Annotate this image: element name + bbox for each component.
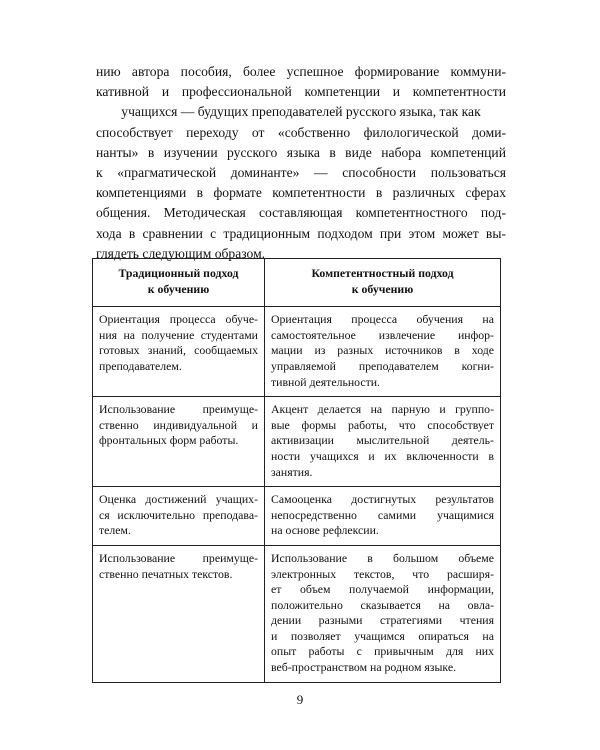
page-number: 9 bbox=[296, 692, 304, 707]
cell-line: Оценка достижений учащих- bbox=[99, 492, 258, 507]
cell-traditional bbox=[93, 545, 265, 682]
cell-line: на основе рефлексии. bbox=[271, 523, 379, 538]
intro-line: компетенциями в формате компетентности в различных сферах bbox=[96, 185, 506, 201]
cell-line: ния на получение студентами bbox=[99, 327, 258, 342]
cell-line: Ориентация процесса обуче- bbox=[99, 312, 258, 327]
cell-line: непосредственно самими учащимися bbox=[271, 507, 494, 522]
cell-line: готовых знаний, сообщаемых bbox=[99, 343, 258, 358]
cell-competence bbox=[265, 487, 501, 546]
intro-line: глядеть следующим образом. bbox=[96, 245, 266, 261]
cell-line: Акцент делается на парную и группо- bbox=[271, 402, 494, 417]
cell-line: дении разными стратегиями чтения bbox=[271, 613, 494, 628]
table-row bbox=[93, 397, 501, 487]
cell-line: ственно печатных текстов. bbox=[99, 566, 233, 581]
cell-competence bbox=[265, 397, 501, 487]
cell-line: Использование в большом объеме bbox=[271, 550, 494, 565]
intro-paragraph bbox=[96, 62, 506, 264]
cell-line: электронных текстов, что расширя- bbox=[271, 566, 494, 581]
cell-traditional bbox=[93, 307, 265, 397]
intro-line: к «прагматической доминанте» — способности пользоваться bbox=[96, 164, 506, 180]
cell-line: ся исключительно преподава- bbox=[99, 507, 258, 522]
table-row bbox=[93, 545, 501, 682]
cell-line: мации из разных источников в ходе bbox=[271, 343, 494, 358]
cell-line: фронтальных форм работы. bbox=[99, 433, 239, 448]
table-row bbox=[93, 307, 501, 397]
cell-line: тивной деятельности. bbox=[271, 374, 380, 389]
header-line: Компетентностный подход bbox=[311, 266, 454, 280]
table-header-row bbox=[93, 259, 501, 307]
cell-line: веб-пространством на родном языке. bbox=[271, 660, 457, 675]
cell-line: ственно индивидуальной и bbox=[99, 417, 258, 432]
cell-line: и позволяет учащимся опираться на bbox=[271, 628, 494, 643]
header-competence bbox=[265, 259, 501, 307]
cell-line: положительно сказывается на овла- bbox=[271, 597, 494, 612]
cell-line: вые формы работы, что способствует bbox=[271, 417, 494, 432]
cell-line: преподавателем. bbox=[99, 358, 182, 373]
header-line: Традиционный подход bbox=[118, 266, 239, 280]
cell-line: ности учащихся и их включенности в bbox=[271, 448, 494, 463]
cell-line: ет объем получаемой информации, bbox=[271, 582, 494, 597]
header-traditional bbox=[93, 259, 265, 307]
cell-line: телем. bbox=[99, 523, 131, 538]
comparison-table bbox=[92, 258, 501, 683]
header-line: к обучению bbox=[147, 281, 210, 296]
intro-line: нанты» в изучении русского языка в виде набора компетенций bbox=[96, 144, 506, 160]
intro-line: хода в сравнении с традиционным подходом при этом может вы- bbox=[96, 225, 506, 241]
cell-line: активизации мыслительной деятель- bbox=[271, 433, 494, 448]
cell-traditional bbox=[93, 397, 265, 487]
cell-line: управляемой преподавателем когни- bbox=[271, 358, 494, 373]
cell-line: опыт работы с привычным для них bbox=[271, 644, 494, 659]
cell-line: самостоятельное извлечение инфор- bbox=[271, 327, 494, 342]
cell-competence bbox=[265, 545, 501, 682]
intro-line: учащихся — будущих преподавателей русского языка, так как bbox=[121, 104, 481, 120]
cell-traditional bbox=[93, 487, 265, 546]
intro-line: кативной и профессиональной компетенции и компетентности bbox=[96, 84, 506, 100]
cell-line: Использование преимуще- bbox=[99, 402, 258, 417]
cell-line: Использование преимуще- bbox=[99, 550, 258, 565]
table-row bbox=[93, 487, 501, 546]
header-line: к обучению bbox=[351, 281, 414, 296]
cell-line: Ориентация процесса обучения на bbox=[271, 312, 494, 327]
cell-line: Самооценка достигнутых результатов bbox=[271, 492, 494, 507]
intro-line: способствует переходу от «собственно филологической доми- bbox=[96, 124, 506, 140]
intro-line: нию автора пособия, более успешное формирование коммуни- bbox=[96, 64, 506, 79]
cell-competence bbox=[265, 307, 501, 397]
cell-line: занятия. bbox=[271, 464, 313, 479]
intro-line: общения. Методическая составляющая компетентностного под- bbox=[96, 205, 506, 221]
